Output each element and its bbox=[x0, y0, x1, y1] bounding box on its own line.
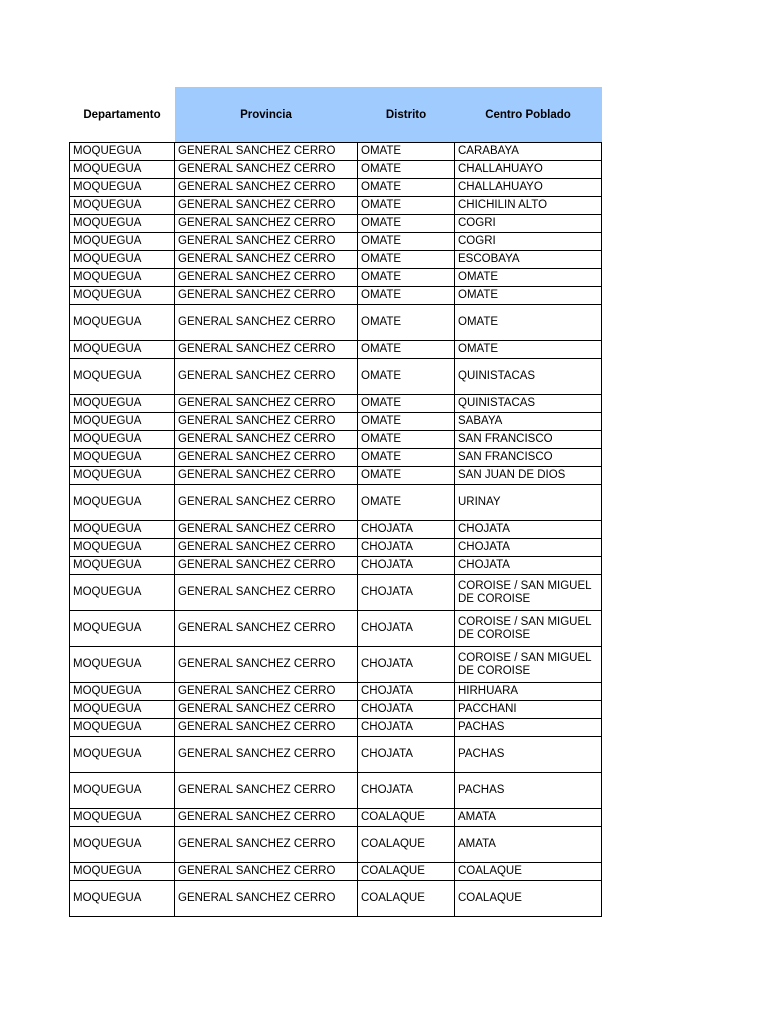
cell-distrito[interactable]: OMATE bbox=[358, 431, 455, 449]
cell-departamento[interactable]: MOQUEGUA bbox=[70, 161, 175, 179]
cell-centro-poblado[interactable]: ESCOBAYA bbox=[455, 251, 602, 269]
cell-provincia[interactable]: GENERAL SANCHEZ CERRO bbox=[175, 251, 358, 269]
cell-distrito[interactable]: COALAQUE bbox=[358, 863, 455, 881]
cell-centro-poblado[interactable]: URINAY bbox=[455, 485, 602, 521]
cell-provincia[interactable]: GENERAL SANCHEZ CERRO bbox=[175, 467, 358, 485]
cell-departamento[interactable]: MOQUEGUA bbox=[70, 359, 175, 395]
cell-centro-poblado[interactable]: HIRHUARA bbox=[455, 683, 602, 701]
table-row bbox=[70, 773, 602, 809]
cell-provincia[interactable]: GENERAL SANCHEZ CERRO bbox=[175, 719, 358, 737]
cell-centro-poblado[interactable]: SAN JUAN DE DIOS bbox=[455, 467, 602, 485]
cell-departamento[interactable]: MOQUEGUA bbox=[70, 233, 175, 251]
table-row bbox=[70, 215, 602, 233]
cell-centro-poblado[interactable]: OMATE bbox=[455, 287, 602, 305]
table-row bbox=[70, 539, 602, 557]
table-row bbox=[70, 179, 602, 197]
cell-centro-poblado[interactable]: CHOJATA bbox=[455, 539, 602, 557]
cell-distrito[interactable]: OMATE bbox=[358, 269, 455, 287]
cell-centro-poblado[interactable]: CHALLAHUAYO bbox=[455, 179, 602, 197]
cell-provincia[interactable]: GENERAL SANCHEZ CERRO bbox=[175, 287, 358, 305]
cell-provincia[interactable]: GENERAL SANCHEZ CERRO bbox=[175, 575, 358, 611]
cell-centro-poblado[interactable]: CHALLAHUAYO bbox=[455, 161, 602, 179]
header-departamento[interactable]: Departamento bbox=[70, 87, 175, 143]
cell-centro-poblado[interactable]: CHOJATA bbox=[455, 521, 602, 539]
header-row bbox=[70, 87, 602, 143]
cell-provincia[interactable]: GENERAL SANCHEZ CERRO bbox=[175, 863, 358, 881]
cell-centro-poblado[interactable]: OMATE bbox=[455, 269, 602, 287]
cell-distrito[interactable]: CHOJATA bbox=[358, 557, 455, 575]
cell-departamento[interactable]: MOQUEGUA bbox=[70, 719, 175, 737]
cell-centro-poblado[interactable]: COROISE / SAN MIGUEL DE COROISE bbox=[455, 647, 602, 683]
cell-departamento[interactable]: MOQUEGUA bbox=[70, 773, 175, 809]
table-row bbox=[70, 575, 602, 611]
cell-distrito[interactable]: OMATE bbox=[358, 395, 455, 413]
cell-distrito[interactable]: OMATE bbox=[358, 449, 455, 467]
cell-distrito[interactable]: CHOJATA bbox=[358, 719, 455, 737]
table-row bbox=[70, 287, 602, 305]
table-row bbox=[70, 809, 602, 827]
table-row bbox=[70, 701, 602, 719]
cell-distrito[interactable]: OMATE bbox=[358, 161, 455, 179]
cell-centro-poblado[interactable]: AMATA bbox=[455, 827, 602, 863]
table-row bbox=[70, 827, 602, 863]
cell-distrito[interactable]: OMATE bbox=[358, 179, 455, 197]
cell-centro-poblado[interactable]: OMATE bbox=[455, 341, 602, 359]
spreadsheet bbox=[69, 87, 602, 917]
cell-departamento[interactable]: MOQUEGUA bbox=[70, 287, 175, 305]
table-row bbox=[70, 467, 602, 485]
table-body bbox=[70, 143, 602, 917]
header-centro-poblado[interactable]: Centro Poblado bbox=[455, 87, 602, 143]
cell-distrito[interactable]: CHOJATA bbox=[358, 575, 455, 611]
cell-provincia[interactable]: GENERAL SANCHEZ CERRO bbox=[175, 701, 358, 719]
table-row bbox=[70, 413, 602, 431]
cell-distrito[interactable]: CHOJATA bbox=[358, 773, 455, 809]
cell-provincia[interactable]: GENERAL SANCHEZ CERRO bbox=[175, 683, 358, 701]
cell-centro-poblado[interactable]: SAN FRANCISCO bbox=[455, 449, 602, 467]
cell-centro-poblado[interactable]: COALAQUE bbox=[455, 881, 602, 917]
cell-distrito[interactable]: OMATE bbox=[358, 359, 455, 395]
cell-departamento[interactable]: MOQUEGUA bbox=[70, 611, 175, 647]
cell-distrito[interactable]: CHOJATA bbox=[358, 683, 455, 701]
table-row bbox=[70, 881, 602, 917]
cell-provincia[interactable]: GENERAL SANCHEZ CERRO bbox=[175, 611, 358, 647]
cell-departamento[interactable]: MOQUEGUA bbox=[70, 575, 175, 611]
cell-centro-poblado[interactable]: PACCHANI bbox=[455, 701, 602, 719]
cell-distrito[interactable]: COALAQUE bbox=[358, 881, 455, 917]
cell-distrito[interactable]: CHOJATA bbox=[358, 737, 455, 773]
cell-centro-poblado[interactable]: COROISE / SAN MIGUEL DE COROISE bbox=[455, 611, 602, 647]
table-row bbox=[70, 341, 602, 359]
cell-distrito[interactable]: OMATE bbox=[358, 251, 455, 269]
cell-distrito[interactable]: OMATE bbox=[358, 467, 455, 485]
cell-distrito[interactable]: CHOJATA bbox=[358, 647, 455, 683]
cell-departamento[interactable]: MOQUEGUA bbox=[70, 521, 175, 539]
cell-distrito[interactable]: OMATE bbox=[358, 215, 455, 233]
table-row bbox=[70, 251, 602, 269]
cell-departamento[interactable]: MOQUEGUA bbox=[70, 395, 175, 413]
cell-departamento[interactable]: MOQUEGUA bbox=[70, 737, 175, 773]
cell-distrito[interactable]: OMATE bbox=[358, 485, 455, 521]
cell-provincia[interactable]: GENERAL SANCHEZ CERRO bbox=[175, 143, 358, 161]
cell-provincia[interactable]: GENERAL SANCHEZ CERRO bbox=[175, 269, 358, 287]
table-row bbox=[70, 719, 602, 737]
cell-centro-poblado[interactable]: PACHAS bbox=[455, 773, 602, 809]
cell-departamento[interactable]: MOQUEGUA bbox=[70, 467, 175, 485]
cell-distrito[interactable]: OMATE bbox=[358, 233, 455, 251]
table-row bbox=[70, 359, 602, 395]
cell-centro-poblado[interactable]: AMATA bbox=[455, 809, 602, 827]
table-row bbox=[70, 269, 602, 287]
cell-centro-poblado[interactable]: COROISE / SAN MIGUEL DE COROISE bbox=[455, 575, 602, 611]
table-row bbox=[70, 521, 602, 539]
cell-provincia[interactable]: GENERAL SANCHEZ CERRO bbox=[175, 233, 358, 251]
header-provincia[interactable]: Provincia bbox=[175, 87, 358, 143]
cell-distrito[interactable]: CHOJATA bbox=[358, 701, 455, 719]
cell-distrito[interactable]: OMATE bbox=[358, 305, 455, 341]
table-row bbox=[70, 197, 602, 215]
cell-departamento[interactable]: MOQUEGUA bbox=[70, 305, 175, 341]
table-row bbox=[70, 395, 602, 413]
table-row bbox=[70, 143, 602, 161]
cell-provincia[interactable]: GENERAL SANCHEZ CERRO bbox=[175, 431, 358, 449]
cell-departamento[interactable]: MOQUEGUA bbox=[70, 449, 175, 467]
cell-departamento[interactable]: MOQUEGUA bbox=[70, 539, 175, 557]
cell-distrito[interactable]: OMATE bbox=[358, 341, 455, 359]
cell-centro-poblado[interactable]: OMATE bbox=[455, 305, 602, 341]
cell-distrito[interactable]: OMATE bbox=[358, 143, 455, 161]
cell-provincia[interactable]: GENERAL SANCHEZ CERRO bbox=[175, 161, 358, 179]
cell-provincia[interactable]: GENERAL SANCHEZ CERRO bbox=[175, 179, 358, 197]
cell-provincia[interactable]: GENERAL SANCHEZ CERRO bbox=[175, 881, 358, 917]
cell-centro-poblado[interactable]: QUINISTACAS bbox=[455, 359, 602, 395]
cell-centro-poblado[interactable]: PACHAS bbox=[455, 737, 602, 773]
cell-provincia[interactable]: GENERAL SANCHEZ CERRO bbox=[175, 449, 358, 467]
cell-departamento[interactable]: MOQUEGUA bbox=[70, 251, 175, 269]
cell-distrito[interactable]: CHOJATA bbox=[358, 539, 455, 557]
cell-departamento[interactable]: MOQUEGUA bbox=[70, 413, 175, 431]
table-row bbox=[70, 557, 602, 575]
cell-departamento[interactable]: MOQUEGUA bbox=[70, 809, 175, 827]
cell-provincia[interactable]: GENERAL SANCHEZ CERRO bbox=[175, 485, 358, 521]
cell-departamento[interactable]: MOQUEGUA bbox=[70, 179, 175, 197]
cell-distrito[interactable]: COALAQUE bbox=[358, 827, 455, 863]
cell-centro-poblado[interactable]: COGRI bbox=[455, 233, 602, 251]
table-row bbox=[70, 647, 602, 683]
cell-provincia[interactable]: GENERAL SANCHEZ CERRO bbox=[175, 341, 358, 359]
cell-departamento[interactable]: MOQUEGUA bbox=[70, 863, 175, 881]
cell-provincia[interactable]: GENERAL SANCHEZ CERRO bbox=[175, 197, 358, 215]
cell-provincia[interactable]: GENERAL SANCHEZ CERRO bbox=[175, 305, 358, 341]
cell-provincia[interactable]: GENERAL SANCHEZ CERRO bbox=[175, 827, 358, 863]
cell-provincia[interactable]: GENERAL SANCHEZ CERRO bbox=[175, 395, 358, 413]
cell-distrito[interactable]: OMATE bbox=[358, 197, 455, 215]
table-row bbox=[70, 431, 602, 449]
table-row bbox=[70, 611, 602, 647]
cell-departamento[interactable]: MOQUEGUA bbox=[70, 827, 175, 863]
cell-departamento[interactable]: MOQUEGUA bbox=[70, 881, 175, 917]
cell-provincia[interactable]: GENERAL SANCHEZ CERRO bbox=[175, 215, 358, 233]
cell-centro-poblado[interactable]: CHOJATA bbox=[455, 557, 602, 575]
cell-centro-poblado[interactable]: CHICHILIN ALTO bbox=[455, 197, 602, 215]
cell-distrito[interactable]: OMATE bbox=[358, 413, 455, 431]
cell-distrito[interactable]: CHOJATA bbox=[358, 611, 455, 647]
cell-distrito[interactable]: OMATE bbox=[358, 287, 455, 305]
cell-distrito[interactable]: COALAQUE bbox=[358, 809, 455, 827]
cell-centro-poblado[interactable]: COGRI bbox=[455, 215, 602, 233]
cell-provincia[interactable]: GENERAL SANCHEZ CERRO bbox=[175, 413, 358, 431]
table-row bbox=[70, 305, 602, 341]
cell-centro-poblado[interactable]: QUINISTACAS bbox=[455, 395, 602, 413]
cell-distrito[interactable]: CHOJATA bbox=[358, 521, 455, 539]
header-distrito[interactable]: Distrito bbox=[358, 87, 455, 143]
cell-departamento[interactable]: MOQUEGUA bbox=[70, 431, 175, 449]
cell-departamento[interactable]: MOQUEGUA bbox=[70, 341, 175, 359]
cell-centro-poblado[interactable]: PACHAS bbox=[455, 719, 602, 737]
cell-departamento[interactable]: MOQUEGUA bbox=[70, 215, 175, 233]
cell-centro-poblado[interactable]: SABAYA bbox=[455, 413, 602, 431]
table-row bbox=[70, 737, 602, 773]
cell-departamento[interactable]: MOQUEGUA bbox=[70, 143, 175, 161]
cell-departamento[interactable]: MOQUEGUA bbox=[70, 269, 175, 287]
table-row bbox=[70, 683, 602, 701]
table-row bbox=[70, 161, 602, 179]
cell-provincia[interactable]: GENERAL SANCHEZ CERRO bbox=[175, 521, 358, 539]
cell-departamento[interactable]: MOQUEGUA bbox=[70, 701, 175, 719]
cell-provincia[interactable]: GENERAL SANCHEZ CERRO bbox=[175, 557, 358, 575]
table-row bbox=[70, 233, 602, 251]
cell-centro-poblado[interactable]: SAN FRANCISCO bbox=[455, 431, 602, 449]
cell-centro-poblado[interactable]: CARABAYA bbox=[455, 143, 602, 161]
cell-departamento[interactable]: MOQUEGUA bbox=[70, 683, 175, 701]
cell-departamento[interactable]: MOQUEGUA bbox=[70, 197, 175, 215]
cell-provincia[interactable]: GENERAL SANCHEZ CERRO bbox=[175, 539, 358, 557]
cell-provincia[interactable]: GENERAL SANCHEZ CERRO bbox=[175, 359, 358, 395]
table-row bbox=[70, 449, 602, 467]
cell-provincia[interactable]: GENERAL SANCHEZ CERRO bbox=[175, 809, 358, 827]
cell-provincia[interactable]: GENERAL SANCHEZ CERRO bbox=[175, 773, 358, 809]
cell-departamento[interactable]: MOQUEGUA bbox=[70, 485, 175, 521]
cell-centro-poblado[interactable]: COALAQUE bbox=[455, 863, 602, 881]
table-row bbox=[70, 485, 602, 521]
table-row bbox=[70, 863, 602, 881]
cell-provincia[interactable]: GENERAL SANCHEZ CERRO bbox=[175, 737, 358, 773]
centros-poblados-table bbox=[69, 87, 602, 917]
cell-provincia[interactable]: GENERAL SANCHEZ CERRO bbox=[175, 647, 358, 683]
cell-departamento[interactable]: MOQUEGUA bbox=[70, 647, 175, 683]
cell-departamento[interactable]: MOQUEGUA bbox=[70, 557, 175, 575]
